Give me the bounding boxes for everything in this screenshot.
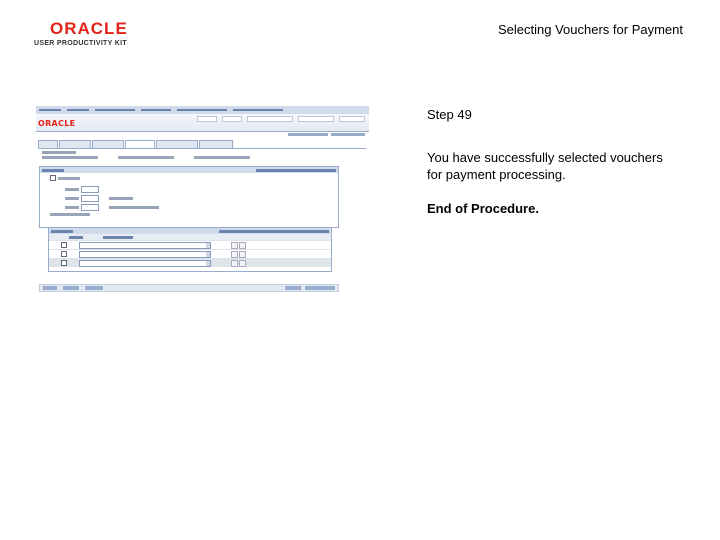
page-tabs xyxy=(38,140,233,148)
page-links xyxy=(288,133,365,136)
step-title: Step 49 xyxy=(427,107,472,122)
step-description: You have successfully selected vouchers for payment processing. xyxy=(427,150,663,182)
breadcrumb-bar xyxy=(36,106,369,114)
table-row xyxy=(49,258,331,267)
screenshot-oracle-logo: ORACLE xyxy=(38,119,76,128)
application-screenshot xyxy=(36,106,369,303)
pay-method-grid xyxy=(48,227,332,272)
page-title: Selecting Vouchers for Payment xyxy=(498,22,683,37)
logo-wordmark: ORACLE xyxy=(50,19,128,38)
table-row xyxy=(49,249,331,258)
application-header xyxy=(36,114,369,132)
header-menu xyxy=(197,116,365,122)
table-row xyxy=(49,240,331,249)
logo-product-name: USER PRODUCTIVITY KIT xyxy=(34,40,127,47)
toolbar xyxy=(39,284,339,292)
summary-info xyxy=(42,151,292,159)
footer-links xyxy=(39,295,219,303)
end-of-procedure: End of Procedure. xyxy=(427,201,539,216)
selection-criteria-grid xyxy=(39,166,339,228)
oracle-upk-logo xyxy=(34,19,128,48)
